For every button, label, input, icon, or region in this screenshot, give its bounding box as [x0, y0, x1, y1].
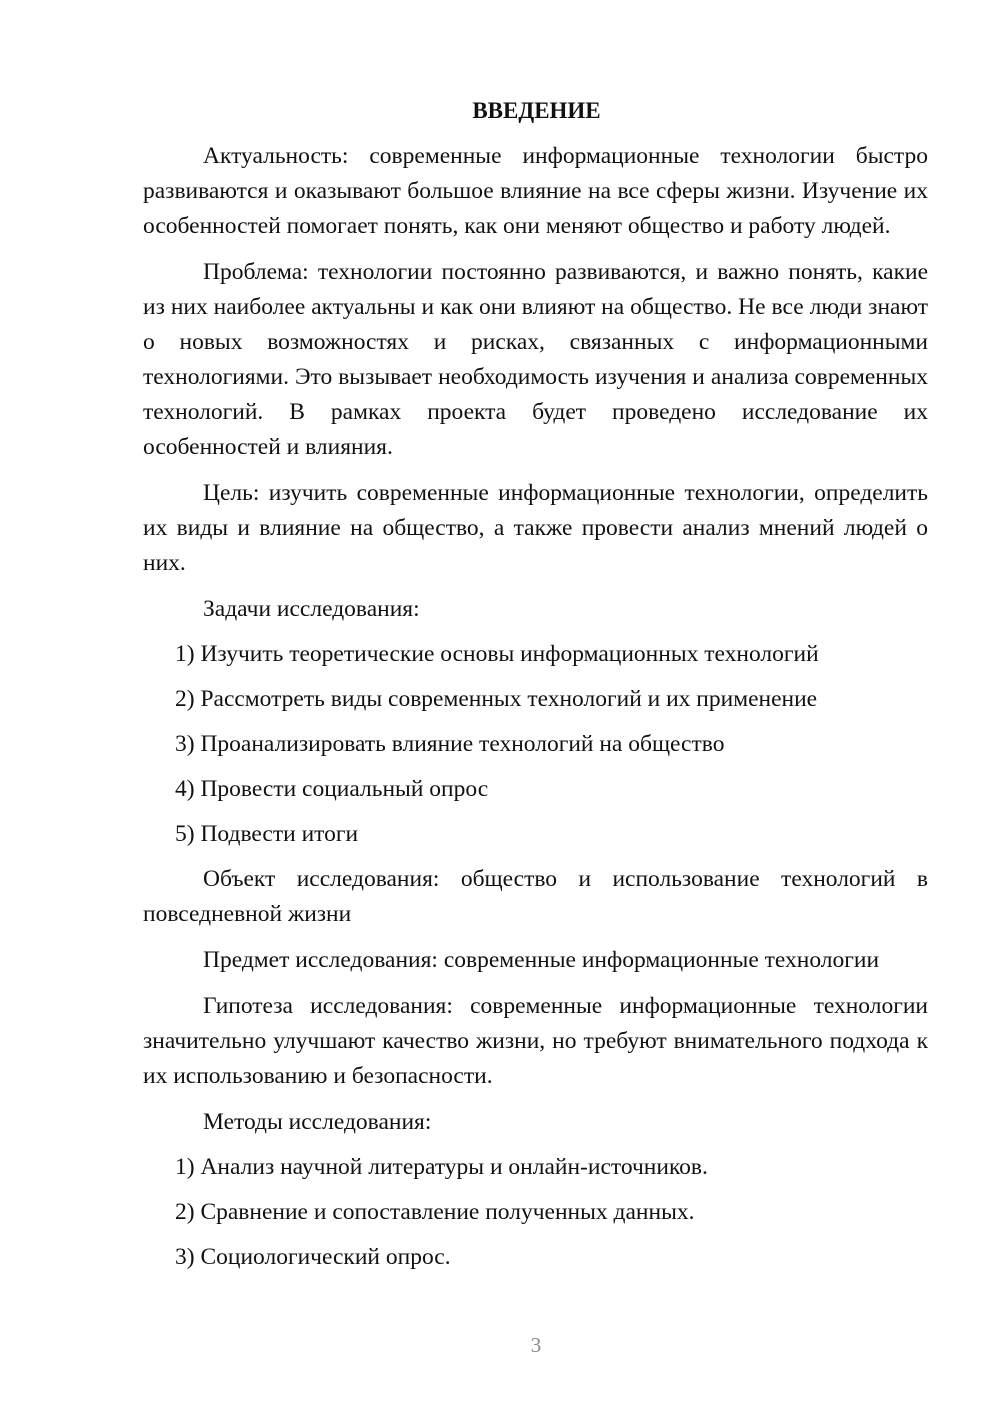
tasks-list — [143, 637, 928, 852]
document-body — [143, 94, 928, 1285]
list-item: 3) Социологический опрос. — [175, 1244, 451, 1270]
page-title: ВВЕДЕНИЕ — [472, 98, 601, 123]
page-number: 3 — [530, 1333, 542, 1357]
list-item: 3) Проанализировать влияние технологий на общество — [175, 731, 725, 757]
list-item: 2) Рассмотреть виды современных технологий и их применение — [175, 686, 818, 712]
object-paragraph: Объект исследования: общество и использование технологий в повседневной жизни — [143, 866, 928, 927]
list-item: 4) Провести социальный опрос — [175, 776, 489, 802]
methods-list — [143, 1150, 928, 1275]
methods-label: Методы исследования: — [203, 1109, 432, 1135]
list-item: 2) Сравнение и сопоставление полученных данных. — [175, 1199, 695, 1225]
goal-paragraph: Цель: изучить современные информационные технологии, определить их виды и влияние на общество, а также провести анализ мнений людей о них. — [143, 480, 928, 576]
subject-paragraph: Предмет исследования: современные информационные технологии — [203, 947, 880, 973]
list-item: 5) Подвести итоги — [175, 821, 359, 847]
tasks-label: Задачи исследования: — [203, 596, 420, 622]
hypothesis-paragraph: Гипотеза исследования: современные информационные технологии значительно улучшают качество жизни, но требуют внимательного подхода к их использованию и безопасности. — [143, 993, 928, 1089]
list-item: 1) Анализ научной литературы и онлайн-источников. — [175, 1154, 708, 1180]
relevance-paragraph: Актуальность: современные информационные технологии быстро развиваются и оказывают большое влияние на все сферы жизни. Изучение их особенностей помогает понять, как они меняют общество и работу людей. — [143, 143, 928, 239]
list-item: 1) Изучить теоретические основы информационных технологий — [175, 641, 819, 667]
problem-paragraph: Проблема: технологии постоянно развиваются, и важно понять, какие из них наиболее актуальны и как они влияют на общество. Не все люди знают о новых возможностях и рисках, связанных с информационными технологиями. Это вызывает необходимость изучения и анализа современных технологий. В рамках проекта будет проведено исследование их особенностей и влияния. — [143, 259, 928, 460]
